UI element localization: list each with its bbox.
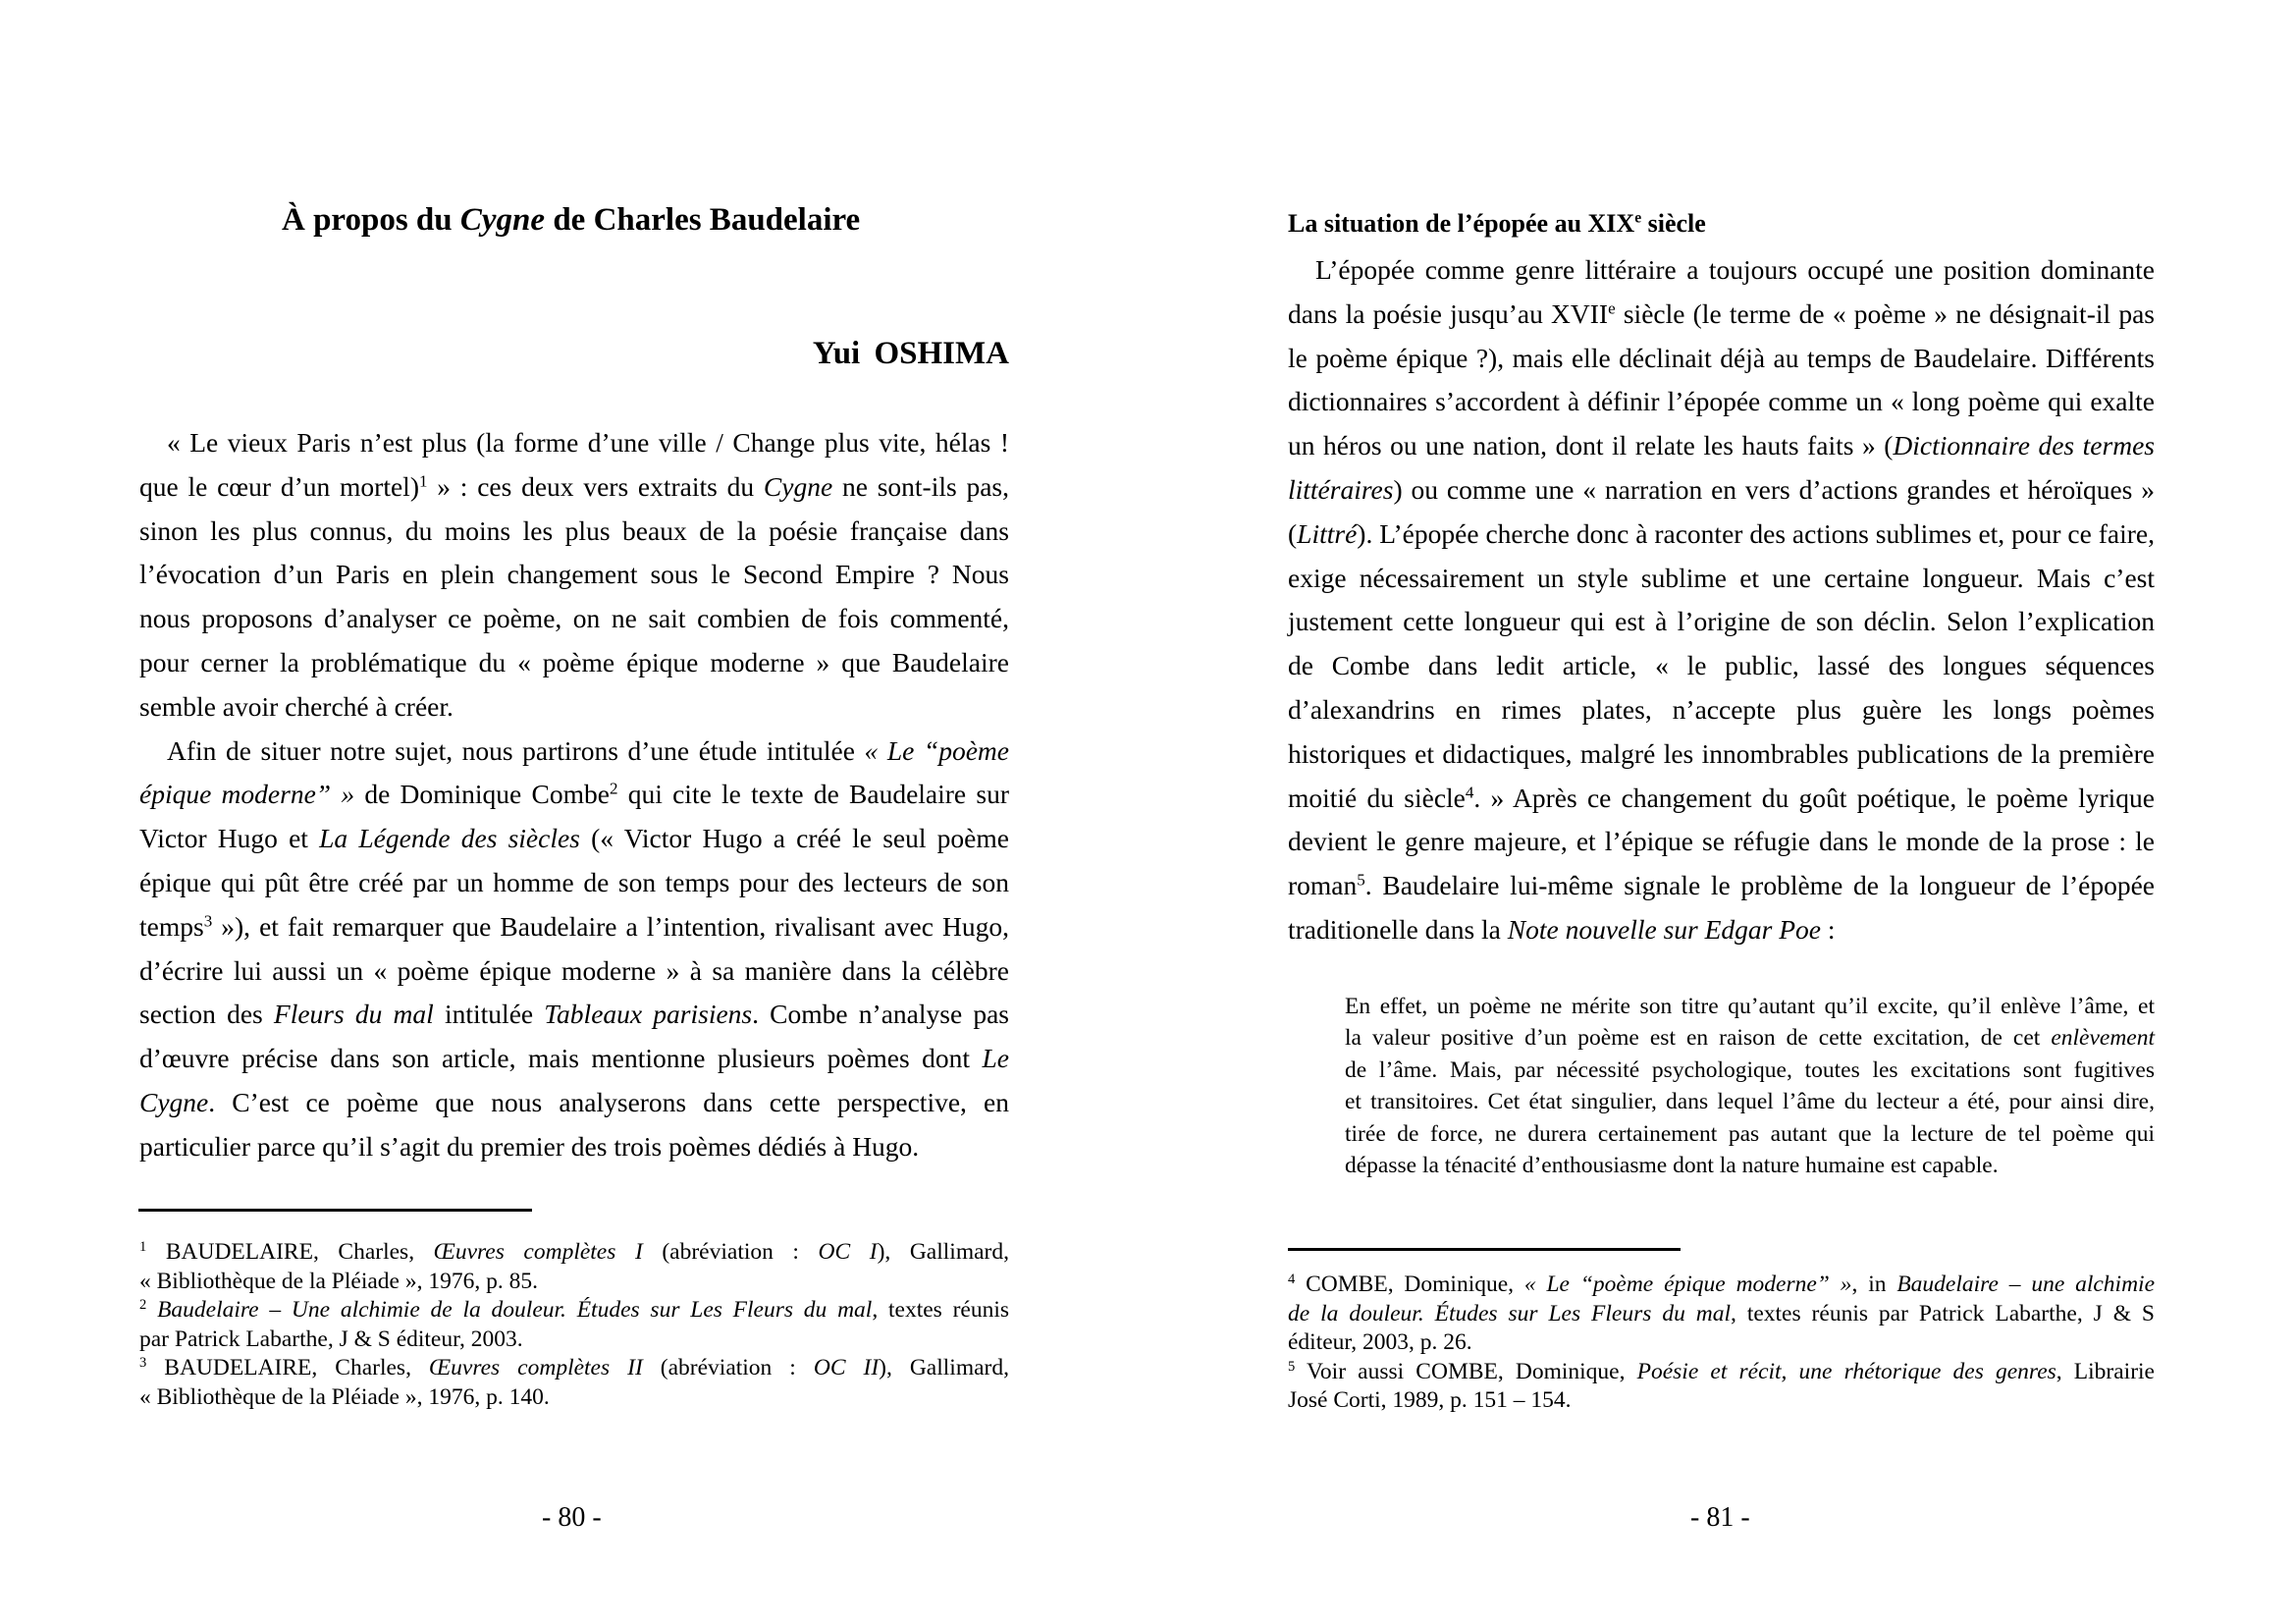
footnote-marker: 5 (1288, 1358, 1296, 1375)
text-run: . Combe n’analyse pas (752, 999, 1009, 1030)
text-run: Afin de situer notre sujet, nous partirons d’une étude intitulée (167, 734, 865, 766)
text-run: « Bibliothèque de la Pléiade », 1976, p. 140. (139, 1383, 550, 1410)
italic-text: enlèvement (2051, 1025, 2155, 1052)
page-number: - 81 - (1690, 1502, 1750, 1533)
footnote-marker: 3 (139, 1355, 147, 1371)
text-run: : (1821, 914, 1836, 945)
text-run: temps (139, 910, 204, 942)
italic-text: OC II (813, 1355, 880, 1380)
text-line (1288, 432, 2155, 461)
footnote-line (139, 1357, 1009, 1386)
text-run: ). L’épopée cherche donc à raconter des actions sublimes et, pour ce faire, (1357, 517, 2155, 549)
italic-text: Dictionnaire des termes (1893, 430, 2155, 461)
text-run: d’écrire lui aussi un « poème épique moderne » à sa manière dans la célèbre (139, 954, 1009, 986)
text-line (1288, 872, 2155, 901)
text-run: le poème épique ?), mais elle déclinait déjà au temps de Baudelaire. Différents (1288, 342, 2155, 373)
text-line (139, 781, 1009, 810)
italic-text: Cygne (763, 470, 833, 502)
italic-text: Baudelaire – une alchimie (1896, 1272, 2156, 1297)
italic-text: OC I (818, 1239, 878, 1265)
text-run: section des (139, 999, 274, 1030)
text-run: (« Victor Hugo a créé le seul poème (579, 823, 1009, 854)
italic-text: Note nouvelle sur Edgar Poe (1507, 914, 1821, 945)
text-run: d’œuvre précise dans son article, mais mentionne plusieurs poèmes dont (139, 1043, 983, 1074)
text-line (1288, 517, 2155, 550)
text-line (1288, 737, 2155, 770)
text-run: de Dominique Combe (354, 779, 610, 810)
text-run: ), Gallimard, (877, 1239, 1009, 1265)
footnote-line (1288, 1389, 1572, 1413)
text-run: justement cette longueur qui est à l’origine de son déclin. Selon l’explication (1288, 606, 2155, 637)
text-run: dépasse la ténacité d’enthousiasme dont la nature humaine est capable. (1345, 1153, 1999, 1178)
italic-text: « Le “poème épique moderne” » (1523, 1272, 1852, 1297)
text-run: BAUDELAIRE, Charles, (146, 1355, 429, 1380)
footnote-line (1288, 1331, 1472, 1355)
heading-superscript: e (1634, 209, 1642, 227)
heading-text-before: La situation de l’épopée au XIX (1288, 209, 1635, 238)
text-line (139, 605, 1009, 634)
text-run: de Combe dans ledit article, « le public, lassé des longues séquences (1288, 650, 2155, 681)
text-run: sinon les plus connus, du moins les plus beaux de la poésie française dans (139, 514, 1009, 546)
text-run: ne sont-ils pas, (832, 470, 1009, 502)
text-run: (abréviation : (642, 1355, 814, 1380)
text-line (139, 1045, 1009, 1074)
text-run: En effet, un poème ne mérite son titre qu’autant qu’il excite, qu’il enlève l’âme, et (1345, 994, 2155, 1019)
text-run: (abréviation : (642, 1239, 819, 1265)
title-italic-cygne: Cygne (459, 202, 546, 238)
page-81 (1148, 0, 2296, 1624)
text-line (139, 561, 1009, 590)
text-run: tirée de force, ne durera certainement pas autant que la lecture de tel poème qui (1345, 1120, 2155, 1147)
italic-text: Littré (1297, 517, 1358, 549)
text-run (146, 1297, 157, 1323)
text-run: , Librairie (2056, 1358, 2155, 1384)
text-run: Voir aussi COMBE, Dominique, (1295, 1358, 1637, 1384)
text-run: José Corti, 1989, p. 151 – 154. (1288, 1387, 1572, 1413)
footnote-line (139, 1383, 550, 1410)
text-run: par Patrick Labarthe, J & S éditeur, 2003. (139, 1326, 523, 1352)
italic-text: Le (982, 1043, 1009, 1074)
text-line (1288, 782, 2155, 814)
quote-line (1345, 1120, 2155, 1153)
text-line (139, 690, 454, 722)
footnote-line (139, 1328, 523, 1352)
text-run: qui cite le texte de Baudelaire sur (617, 779, 1009, 810)
text-run: , textes réunis par Patrick Labarthe, J & S (1731, 1300, 2155, 1326)
title-text-before: À propos du (282, 202, 460, 238)
text-run: épique qui pût être créé par un homme de son temps pour des lecteurs de son (139, 867, 1009, 897)
footnote-marker: 1 (139, 1239, 147, 1255)
text-run: , textes réunis (872, 1297, 1009, 1323)
quote-line (1345, 1027, 2155, 1056)
text-run: intitulée (433, 999, 545, 1030)
page-number: - 80 - (542, 1502, 602, 1533)
text-line (1288, 300, 2155, 330)
text-run: la valeur positive d’un poème est en raison de cette excitation, de cet (1345, 1025, 2052, 1052)
italic-text: littéraires (1288, 474, 1394, 505)
text-run: « Le vieux Paris n’est plus (la forme d’une ville / Change plus vite, hélas ! (167, 427, 1009, 458)
text-run: traditionelle dans la (1288, 914, 1508, 945)
quote-line (1345, 1056, 2155, 1089)
footnote-line (139, 1241, 1009, 1271)
text-line (139, 910, 1009, 943)
text-run: historiques et didactiques, malgré les innombrables publications de la première (1288, 737, 2155, 769)
quote-line (1345, 1155, 1999, 1178)
footnote-marker: 3 (203, 911, 213, 931)
text-line (139, 954, 1009, 987)
italic-text: Œuvres complètes II (428, 1355, 643, 1380)
italic-text: de la douleur. Études sur Les Fleurs du mal (1288, 1300, 1732, 1326)
text-run: BAUDELAIRE, Charles, (146, 1239, 434, 1265)
text-run: , in (1851, 1272, 1897, 1297)
footnote-separator (138, 1209, 532, 1212)
text-run: de l’âme. Mais, par nécessité psychologique, toutes les excitations sont fugitives (1345, 1056, 2155, 1083)
italic-text: « Le “poème (864, 734, 1009, 766)
italic-text: Œuvres complètes I (433, 1239, 643, 1265)
footnote-line (139, 1268, 538, 1294)
text-run: »), et fait remarquer que Baudelaire a l’intention, rivalisant avec Hugo, (212, 910, 1009, 942)
text-run: dictionnaires s’accordent à définir l’épopée comme un « long poème qui exalte (1288, 386, 2155, 417)
text-run: roman (1288, 870, 1358, 901)
text-run: nous proposons d’analyser ce poème, on ne sait combien de fois commenté, (139, 603, 1009, 634)
footnote-separator (1288, 1248, 1681, 1251)
title-text-after: de Charles Baudelaire (545, 202, 861, 238)
footnote-line (139, 1299, 1009, 1328)
text-line (1288, 342, 2155, 374)
text-line (1288, 652, 2155, 681)
text-run: exige nécessairement un style sublime et une certaine longueur. Mais c’est (1288, 562, 2155, 593)
text-run: COMBE, Dominique, (1295, 1272, 1524, 1297)
italic-text: épique moderne” » (139, 779, 355, 810)
text-line (1288, 696, 2155, 726)
text-line (139, 869, 1009, 898)
text-run: siècle (le terme de « poème » ne désignait-il pas (1615, 298, 2155, 329)
italic-text: Tableaux parisiens (544, 999, 753, 1030)
text-run: . C’est ce poème que nous analyserons dans cette perspective, en (208, 1087, 1009, 1117)
text-line (139, 825, 1009, 854)
footnote-line (1288, 1300, 2155, 1332)
text-run: ), Gallimard, (879, 1355, 1009, 1380)
text-run: semble avoir cherché à créer. (139, 690, 454, 722)
text-line (1288, 476, 2155, 506)
text-run: pour cerner la problématique du « poème épique moderne » que Baudelaire (139, 647, 1009, 677)
footnote-line (1288, 1358, 2155, 1390)
text-run: ) ou comme une « narration en vers d’actions grandes et héroïques » (1393, 474, 2155, 505)
text-run: . Baudelaire lui-même signale le problème de la longueur de l’épopée (1364, 870, 2155, 901)
text-line (1288, 562, 2155, 594)
text-run: d’alexandrins en rimes plates, n’accepte plus guère les longs poèmes (1288, 694, 2155, 725)
author-name: Yui OSHIMA (812, 336, 1009, 371)
text-run: moitié du siècle (1288, 782, 1466, 813)
text-run: devient le genre majeure, et l’épique se réfugie dans le monde de la prose : le (1288, 826, 2155, 857)
text-run: particulier parce qu’il s’agit du premier des trois poèmes dédiés à Hugo. (139, 1130, 920, 1162)
section-heading (1288, 211, 1706, 237)
footnote-marker: 1 (418, 471, 428, 491)
text-line (167, 734, 1009, 767)
italic-text: Baudelaire – Une alchimie de la douleur. Études sur Les Fleurs du mal (157, 1297, 873, 1323)
text-run: que le cœur d’un mortel) (139, 470, 419, 502)
italic-text: Cygne (139, 1087, 209, 1117)
quote-line (1345, 996, 2155, 1025)
heading-text-after: siècle (1641, 209, 1706, 238)
footnote-marker: e (1608, 298, 1616, 318)
italic-text: La Légende des siècles (319, 823, 580, 854)
text-line (139, 1001, 1009, 1030)
footnote-line (1288, 1273, 2155, 1303)
text-run: . » Après ce changement du goût poétique, le poème lyrique (1473, 782, 2155, 813)
text-line (1288, 388, 2155, 417)
footnote-marker: 2 (139, 1297, 147, 1313)
footnote-marker: 2 (609, 780, 618, 799)
text-run: Victor Hugo et (139, 823, 320, 854)
text-line (167, 429, 1009, 459)
text-run: éditeur, 2003, p. 26. (1288, 1329, 1472, 1355)
text-run: un héros ou une nation, dont il relate les hauts faits » ( (1288, 430, 1894, 461)
quote-line (1345, 1091, 2155, 1120)
italic-text: Poésie et récit, une rhétorique des genres (1636, 1358, 2056, 1384)
footnote-marker: 4 (1465, 783, 1474, 802)
text-line (139, 514, 1009, 547)
text-run: ( (1288, 517, 1298, 549)
text-line (139, 1130, 920, 1162)
text-run: dans la poésie jusqu’au XVII (1288, 298, 1609, 329)
text-line (1288, 916, 1836, 944)
text-line (1288, 828, 2155, 857)
footnote-marker: 4 (1288, 1272, 1296, 1287)
footnote-marker: 5 (1357, 870, 1365, 890)
text-line (1315, 256, 2155, 286)
text-line (139, 1089, 1009, 1118)
text-run: L’épopée comme genre littéraire a toujours occupé une position dominante (1315, 254, 2155, 285)
text-run: « Bibliothèque de la Pléiade », 1976, p. 85. (139, 1268, 538, 1294)
article-title (282, 204, 860, 237)
text-line (1288, 608, 2155, 637)
text-run: et transitoires. Cet état singulier, dans lequel l’âme du lecteur a été, pour ainsi dire, (1345, 1089, 2155, 1115)
text-line (139, 470, 1009, 503)
text-line (139, 649, 1009, 678)
text-run: l’évocation d’un Paris en plein changement sous le Second Empire ? Nous (139, 559, 1009, 590)
italic-text: Fleurs du mal (273, 999, 434, 1030)
text-run: » : ces deux vers extraits du (427, 470, 764, 502)
